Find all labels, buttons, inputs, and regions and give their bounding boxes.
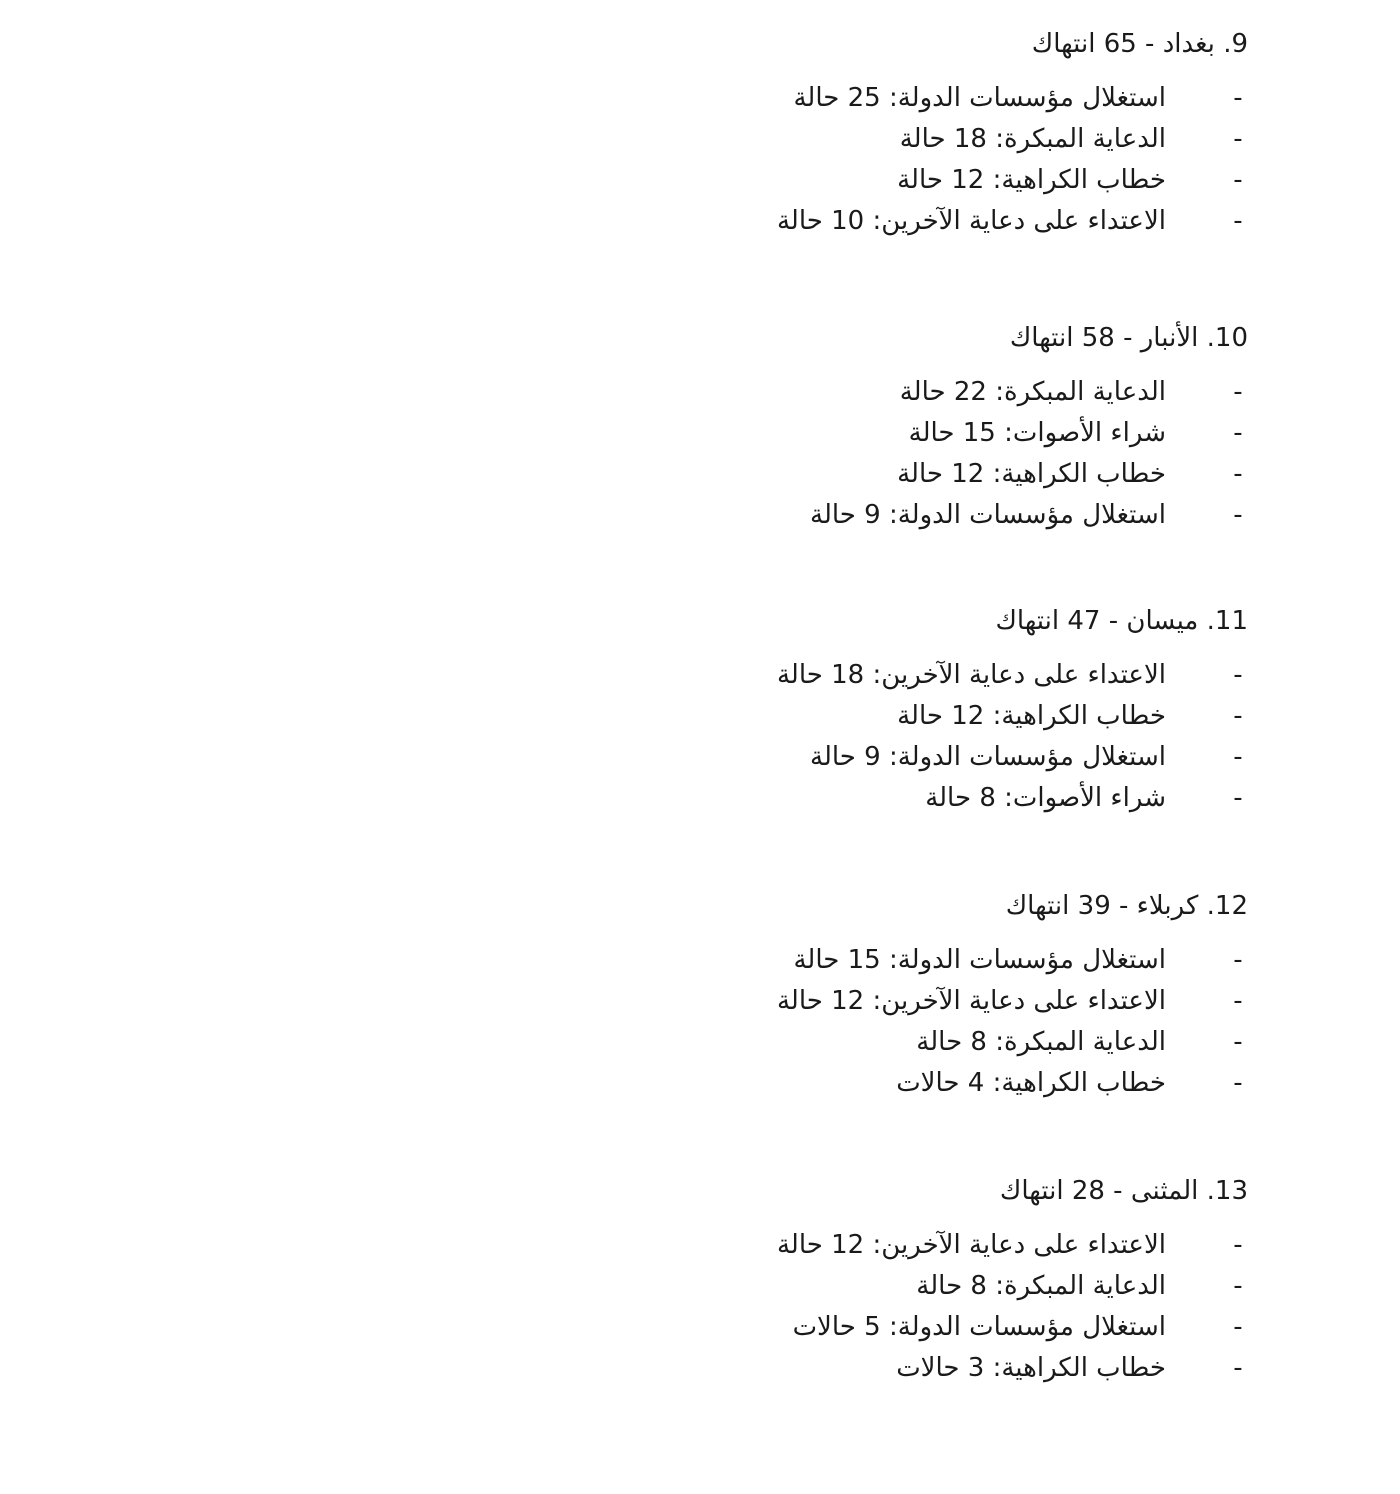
list-item-text: الدعاية المبكرة: 22 حالة <box>899 377 1166 407</box>
bullet-dash: - <box>1233 377 1243 407</box>
list-item <box>728 1268 1248 1309</box>
section-number: 12. <box>1206 891 1248 921</box>
list-item <box>728 203 1248 244</box>
bullet-dash: - <box>1233 83 1243 113</box>
violations-list <box>728 80 1248 244</box>
list-item <box>728 780 1248 821</box>
bullet-dash: - <box>1233 986 1243 1016</box>
list-item <box>728 1350 1248 1391</box>
bullet-dash: - <box>1233 1230 1243 1260</box>
bullet-dash: - <box>1233 459 1243 489</box>
list-item <box>728 374 1248 415</box>
list-item-text: استغلال مؤسسات الدولة: 15 حالة <box>793 945 1166 975</box>
list-item <box>728 415 1248 456</box>
list-item <box>728 739 1248 780</box>
list-item <box>728 497 1248 538</box>
section-heading <box>728 26 1248 62</box>
bullet-dash: - <box>1233 1027 1243 1057</box>
list-item-text: استغلال مؤسسات الدولة: 5 حالات <box>792 1312 1166 1342</box>
list-item <box>728 698 1248 739</box>
violations-list <box>728 1227 1248 1391</box>
list-item <box>728 657 1248 698</box>
section-muthanna <box>728 1173 1248 1391</box>
section-heading <box>728 1173 1248 1209</box>
section-number: 11. <box>1206 606 1248 636</box>
list-item-text: الاعتداء على دعاية الآخرين: 10 حالة <box>776 206 1166 236</box>
list-item-text: الاعتداء على دعاية الآخرين: 12 حالة <box>776 1230 1166 1260</box>
section-heading <box>728 320 1248 356</box>
bullet-dash: - <box>1233 660 1243 690</box>
bullet-dash: - <box>1233 206 1243 236</box>
list-item <box>728 983 1248 1024</box>
list-item <box>728 1227 1248 1268</box>
bullet-dash: - <box>1233 1312 1243 1342</box>
bullet-dash: - <box>1233 500 1243 530</box>
list-item <box>728 121 1248 162</box>
bullet-dash: - <box>1233 124 1243 154</box>
list-item <box>728 456 1248 497</box>
list-item <box>728 80 1248 121</box>
section-maysan <box>728 603 1248 821</box>
violations-list <box>728 374 1248 538</box>
section-title: المثنى - 28 انتهاك <box>999 1176 1199 1206</box>
section-anbar <box>728 320 1248 538</box>
section-number: 9. <box>1223 29 1248 59</box>
bullet-dash: - <box>1233 1068 1243 1098</box>
bullet-dash: - <box>1233 945 1243 975</box>
list-item-text: استغلال مؤسسات الدولة: 25 حالة <box>793 83 1166 113</box>
section-number: 13. <box>1206 1176 1248 1206</box>
list-item-text: استغلال مؤسسات الدولة: 9 حالة <box>810 500 1166 530</box>
section-number: 10. <box>1206 323 1248 353</box>
bullet-dash: - <box>1233 783 1243 813</box>
list-item-text: الدعاية المبكرة: 18 حالة <box>899 124 1166 154</box>
list-item-text: الاعتداء على دعاية الآخرين: 12 حالة <box>776 986 1166 1016</box>
bullet-dash: - <box>1233 701 1243 731</box>
list-item-text: الاعتداء على دعاية الآخرين: 18 حالة <box>776 660 1166 690</box>
section-title: الأنبار - 58 انتهاك <box>1009 323 1199 353</box>
section-baghdad <box>728 26 1248 244</box>
section-title: ميسان - 47 انتهاك <box>995 606 1199 636</box>
list-item-text: خطاب الكراهية: 4 حالات <box>896 1068 1166 1098</box>
bullet-dash: - <box>1233 1353 1243 1383</box>
section-karbala <box>728 888 1248 1106</box>
list-item-text: شراء الأصوات: 8 حالة <box>925 783 1166 813</box>
list-item <box>728 1024 1248 1065</box>
list-item-text: استغلال مؤسسات الدولة: 9 حالة <box>810 742 1166 772</box>
violations-list <box>728 657 1248 821</box>
list-item-text: خطاب الكراهية: 12 حالة <box>897 701 1166 731</box>
list-item <box>728 162 1248 203</box>
list-item-text: خطاب الكراهية: 12 حالة <box>897 459 1166 489</box>
list-item-text: شراء الأصوات: 15 حالة <box>908 418 1166 448</box>
bullet-dash: - <box>1233 418 1243 448</box>
list-item-text: الدعاية المبكرة: 8 حالة <box>916 1271 1166 1301</box>
section-title: بغداد - 65 انتهاك <box>1031 29 1215 59</box>
list-item <box>728 942 1248 983</box>
list-item-text: الدعاية المبكرة: 8 حالة <box>916 1027 1166 1057</box>
bullet-dash: - <box>1233 165 1243 195</box>
bullet-dash: - <box>1233 742 1243 772</box>
section-title: كربلاء - 39 انتهاك <box>1005 891 1199 921</box>
list-item-text: خطاب الكراهية: 3 حالات <box>896 1353 1166 1383</box>
list-item <box>728 1309 1248 1350</box>
section-heading <box>728 888 1248 924</box>
list-item-text: خطاب الكراهية: 12 حالة <box>897 165 1166 195</box>
section-heading <box>728 603 1248 639</box>
bullet-dash: - <box>1233 1271 1243 1301</box>
list-item <box>728 1065 1248 1106</box>
violations-list <box>728 942 1248 1106</box>
